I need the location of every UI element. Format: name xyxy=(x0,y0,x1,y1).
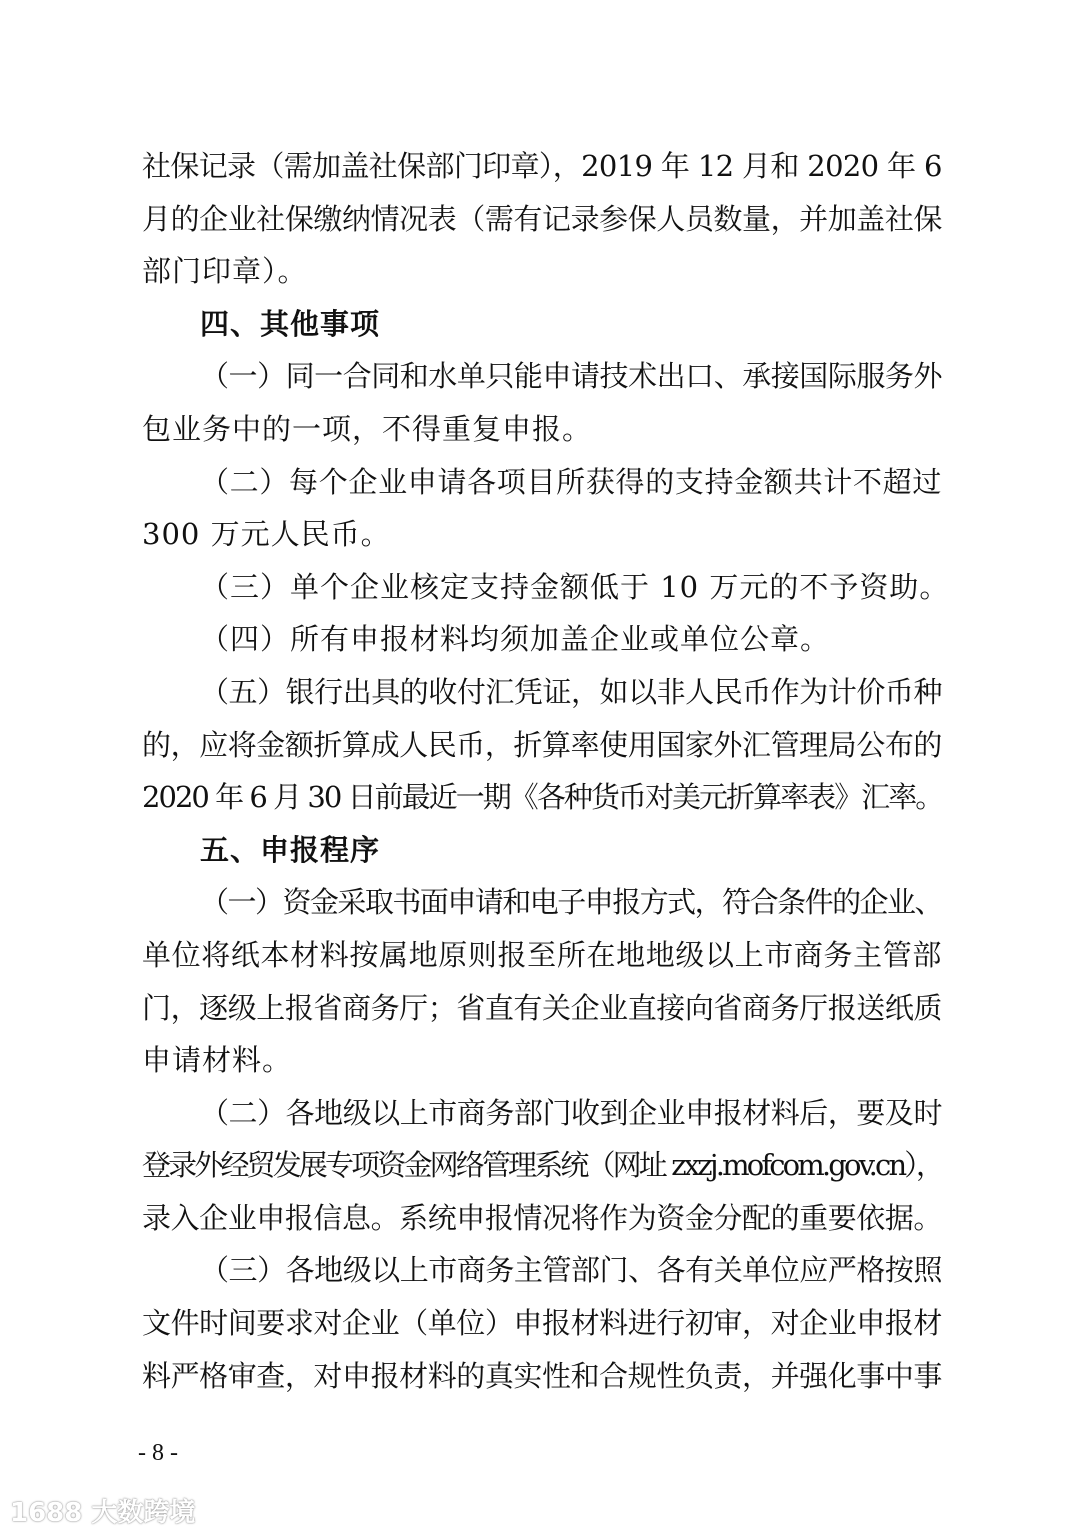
text-line: 录入企业申报信息。系统申报情况将作为资金分配的重要依据。 xyxy=(142,1200,943,1235)
text-line: 申请材料。 xyxy=(142,1043,293,1078)
text-line: （五）银行出具的收付汇凭证，如以非人民币作为计价币种 xyxy=(200,674,943,709)
text-line: （一）资金采取书面申请和电子申报方式，符合条件的企业、 xyxy=(200,885,943,920)
text-line: （二）各地级以上市商务部门收到企业申报材料后，要及时 xyxy=(200,1095,943,1130)
text-line: 月的企业社保缴纳情况表（需有记录参保人员数量，并加盖社保 xyxy=(142,201,943,236)
text-line: 登录外经贸发展专项资金网络管理系统（网址 zxzj.mofcom.gov.cn）， xyxy=(142,1148,943,1183)
watermark-logo: 1688 大数跨境 xyxy=(10,1498,196,1528)
text-line: （三）各地级以上市商务主管部门、各有关单位应严格按照 xyxy=(200,1253,943,1288)
text-line: 门，逐级上报省商务厅；省直有关企业直接向省商务厅报送纸质 xyxy=(142,990,943,1025)
text-line: 单位将纸本材料按属地原则报至所在地地级以上市商务主管部 xyxy=(142,937,943,972)
text-line: 300 万元人民币。 xyxy=(142,517,391,552)
text-line: 文件时间要求对企业（单位）申报材料进行初审，对企业申报材 xyxy=(142,1306,943,1341)
text-line: 的，应将金额折算成人民币，折算率使用国家外汇管理局公布的 xyxy=(142,727,943,762)
text-line: 包业务中的一项，不得重复申报。 xyxy=(142,411,593,446)
page-number: - 8 - xyxy=(138,1440,178,1466)
text-line: 社保记录（需加盖社保部门印章），2019 年 12 月和 2020 年 6 xyxy=(142,149,942,183)
text-line: （四）所有申报材料均须加盖企业或单位公章。 xyxy=(200,622,831,657)
document-body xyxy=(142,140,950,1402)
section-heading: 五、申报程序 xyxy=(200,832,381,867)
text-line: （二）每个企业申请各项目所获得的支持金额共计不超过 xyxy=(200,464,943,499)
text-line: 2020 年 6 月 30 日前最近一期《各种货币对美元折算率表》汇率。 xyxy=(142,780,943,815)
text-line: （三）单个企业核定支持金额低于 10 万元的不予资助。 xyxy=(200,569,950,604)
section-heading: 四、其他事项 xyxy=(200,306,381,341)
text-line: 料严格审查，对申报材料的真实性和合规性负责，并强化事中事 xyxy=(142,1358,943,1393)
text-line: 部门印章）。 xyxy=(142,254,308,289)
text-line: （一）同一合同和水单只能申请技术出口、承接国际服务外 xyxy=(200,359,943,394)
